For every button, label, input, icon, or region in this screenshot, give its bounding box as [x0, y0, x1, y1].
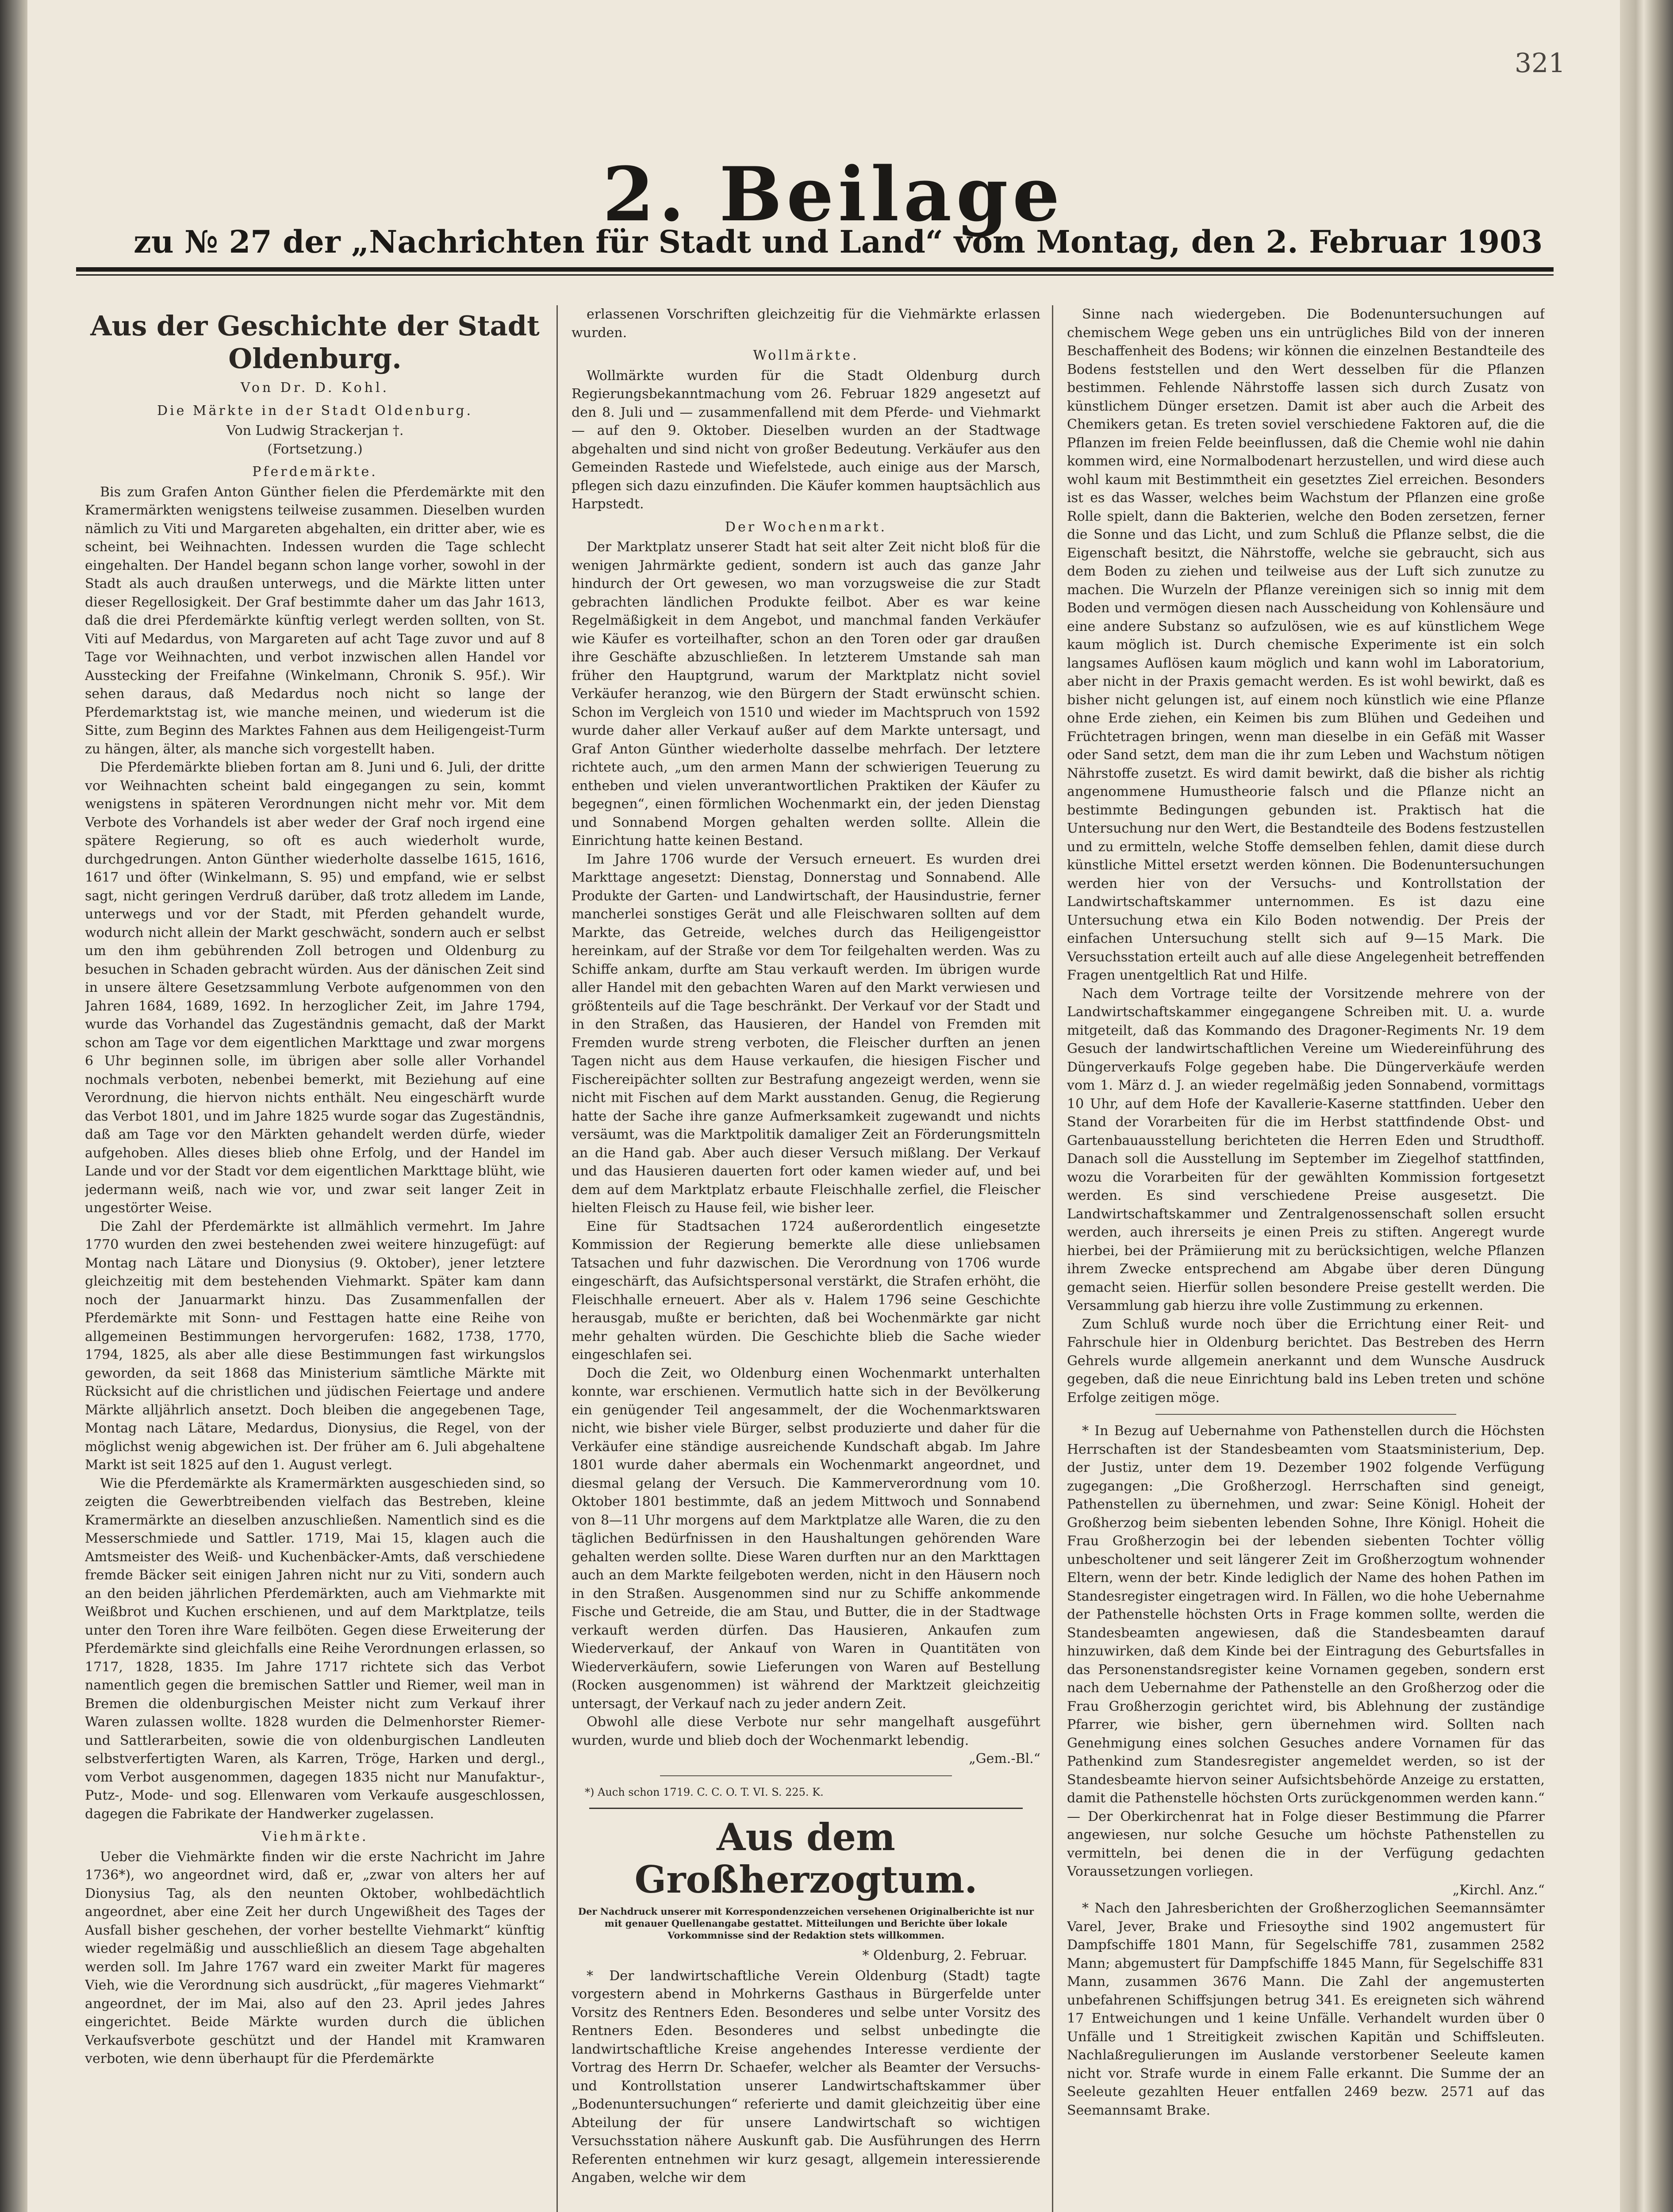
article-title: Aus der Geschichte der Stadt Oldenburg.	[90, 310, 540, 375]
divider	[660, 1775, 952, 1776]
reprint-notice: Der Nachdruck unserer mit Korrespondenzzeichen versehenen Originalberichte ist nur mit genauer Quellenangabe gestattet. Mitteilungen und Berichte über lokale Vorkommnisse sind der Redaktion stets willkommen.	[578, 1906, 1034, 1941]
paragraph: Zum Schluß wurde noch über die Errichtung einer Reit- und Fahrschule hier in Oldenburg berichtet. Das Bestreben des Herrn Gehrels wurde allgemein anerkannt und dem Wunsche Ausdruck gegeben, daß die neue Einrichtung bald ins Leben treten und schöne Erfolge zeitigen möge.	[1067, 1316, 1545, 1406]
paragraph: Doch die Zeit, wo Oldenburg einen Wochenmarkt unterhalten konnte, war erschienen. Vermutlich hatte sich in der Bevölkerung ein genügender Teil angesammelt, der die Wochenmarktswaren nicht, wie bisher viele Bürger, selbst produzierte und daher für die Verkäufer eine ständige ausreichende Kundschaft abgab. Im Jahre 1801 wurde daher abermals ein Wochenmarkt angeordnet, und diesmal gelang der Versuch. Die Kammerverordnung vom 10. Oktober 1801 bestimmte, daß an jedem Mittwoch und Sonnabend von 8—11 Uhr morgens auf dem Marktplatze alle Waren, die zu den täglichen Bedürfnissen in den Haushaltungen gehörenden Ware gehalten werden sollte. Diese Waren durften nur an den Markttagen auch an dem Markte feilgeboten werden, nicht in den Häusern noch in den Straßen. Ausgenommen sind nur zu Schiffe ankommende Fische und Getreide, die am Stau, und Butter, die in der Stadtwage verkauft werden dürfen. Das Hausieren, Ankaufen zum Wiederverkauf, der Ankauf von Waren in Quantitäten von Wiederverkäufern, sowie Lieferungen von Waren auf Bestellung (Rocken ausgenommen) ist während der Marktzeit gleichzeitig untersagt, der Verkauf nach zu jeder andern Zeit.	[572, 1365, 1040, 1712]
masthead-title: 2. Beilage	[602, 150, 1064, 238]
column-divider-2	[1052, 305, 1053, 2212]
signature: „Kirchl. Anz.“	[1452, 1882, 1545, 1898]
article-continued: (Fortsetzung.)	[267, 441, 363, 457]
subtitle-horse-markets: Pferdemärkte.	[252, 464, 378, 480]
column-2	[572, 305, 1040, 2212]
subtitle-wool-markets: Wollmärkte.	[753, 348, 859, 363]
article-byline: Von Dr. D. Kohl.	[240, 380, 390, 396]
paragraph: * Der landwirtschaftliche Verein Oldenburg (Stadt) tagte vorgestern abend in Mohrkerns Gasthaus in Bürgerfelde unter Vorsitz des Rentners Eden. Besonderes und selbe unter Vorsitz des Rentners Eden. Besonderes und selbst unbedingte die landwirtschaftliche Kreise angehendes Interesse verdiente der Vortrag des Herrn Dr. Schaefer, welcher als Beamter der Versuchs- und Kontrollstation unserer Landwirtschaftskammer über „Bodenuntersuchungen“ referierte und damit gleichzeitig über eine Abteilung der für unsere Landwirtschaft so wichtigen Versuchsstation nähere Auskunft gab. Die Ausführungen des Herrn Referenten entnehmen wir kurz gesagt, allgemein interessierende Angaben, welche wir dem	[572, 1968, 1040, 2185]
column-1	[85, 305, 545, 2212]
subtitle-cattle-markets: Viehmärkte.	[261, 1829, 368, 1844]
dateline: * Oldenburg, 2. Februar.	[862, 1948, 1027, 1963]
footnote: *) Auch schon 1719. C. C. O. T. VI. S. 225. K.	[585, 1786, 824, 1798]
paragraph: Obwohl alle diese Verbote nur sehr mangelhaft ausgeführt wurden, wurde und blieb doch der Wochenmarkt lebendig.	[572, 1714, 1040, 1748]
article-author: Von Ludwig Strackerjan †.	[226, 423, 404, 438]
masthead-subtitle: zu № 27 der „Nachrichten für Stadt und Land“ vom Montag, den 2. Februar 1903	[134, 223, 1543, 260]
divider	[1155, 1414, 1456, 1415]
left-page-edge	[0, 0, 27, 2212]
page-number: 321	[1515, 48, 1566, 79]
paragraph: Bis zum Grafen Anton Günther fielen die Pferdemärkte mit den Kramermärkten wenigstens teilweise zusammen. Dieselben wurden nämlich zu Viti und Margareten abgehalten, ein dritter aber, wie es scheint, bei Weihnachten. Indessen wurden die Tage schlecht eingehalten. Der Handel begann schon lange vorher, sowohl in der Stadt als auch draußen unterwegs, und die Märkte litten unter dieser Regellosigkeit. Der Graf bestimmte daher um das Jahr 1613, daß die drei Pferdemärkte künftig verlegt werden sollten, von St. Viti auf Medardus, von Margareten auf acht Tage zuvor und auf 8 Tage vor Weihnachten, und verbot inzwischen allen Handel vor Ausstecking der Freifahne (Winkelmann, Chronik S. 95f.). Wir sehen daraus, daß Medardus noch nicht so lange der Pferdemarktstag ist, wie manche meinen, und wiederum ist die Sitte, zum Beginn des Marktes Fahnen aus dem Heiligengeist-Turm zu hängen, älter, als manche sich vorgestellt haben.	[85, 484, 545, 757]
paragraph: Im Jahre 1706 wurde der Versuch erneuert. Es wurden drei Markttage angesetzt: Dienstag, Donnerstag und Sonnabend. Alle Produkte der Garten- und Landwirtschaft, der Hausindustrie, ferner mancherlei sonstiges Gerät und alle Fleischwaren sollten auf dem Markte, das Getreide, welches durch das Heiligengeisttor hereinkam, auf der Straße vor dem Tor feilgehalten werden. Was zu Schiffe ankam, durfte am Stau verkauft werden. Im übrigen wurde aller Handel mit den gebachten Waren auf den Markt verwiesen und größtenteils auf die Tage beschränkt. Der Verkauf vor der Stadt und in den Straßen, das Hausieren, der Handel von Fremden mit Fremden wurde streng verboten, die Fleischer durften an jenen Tagen nicht aus dem Hause verkaufen, die hiesigen Fischer und Fischereipächter sollten zur Bestrafung angezeigt werden, wenn sie nicht mit Fischen auf dem Markt ausstanden. Genug, die Regierung hatte der Sache ihre ganze Aufmerksamkeit zugewandt und nichts versäumt, was die Marktpolitik damaliger Zeit an Förderungsmitteln an die Hand gab. Aber auch dieser Versuch mißlang. Der Verkauf und das Hausieren dauerten fort oder kamen wieder auf, und bei dem auf dem Marktplatz erbaute Fleischhalle zerfiel, die Fleischer hielten Fleisch zu Hause feil, wie bisher leer.	[572, 851, 1040, 1216]
column-3	[1067, 305, 1545, 2212]
paragraph: Wollmärkte wurden für die Stadt Oldenburg durch Regierungsbekanntmachung vom 26. Februar 1829 angesetzt auf den 8. Juli und — zusammenfallend mit dem Pferde- und Viehmarkt — auf den 9. Oktober. Dieselben wurden an der Stadtwage abgehalten und sind nicht von großer Bedeutung. Verkäufer aus den Gemeinden Rastede und Wiefelstede, auch einige aus der Marsch, pflegen sich dazu einzufinden. Die Käufer kommen hauptsächlich aus Harpstedt.	[572, 368, 1040, 512]
paragraph: Eine für Stadtsachen 1724 außerordentlich eingesetzte Kommission der Regierung bemerkte alle diese unliebsamen Tatsachen und fuhr dazwischen. Die Verordnung von 1706 wurde eingeschärft, das Aufsichtspersonal verstärkt, die Strafen erhöht, die Fleischhalle erneuert. Aber als v. Halem 1796 seine Geschichte herausgab, mußte er berichten, daß bei Wochenmärkte gar nicht mehr gehalten würden. Die Geschichte blieb die Sache wieder eingeschlafen sei.	[572, 1218, 1040, 1363]
paragraph: * Nach den Jahresberichten der Großherzoglichen Seemannsämter Varel, Jever, Brake und Friesoythe sind 1902 angemustert für Dampfschiffe 1801 Mann, für Segelschiffe 781, zusammen 2582 Mann; abgemustert für Dampfschiffe 1845 Mann, für Segelschiffe 831 Mann, zusammen 3676 Mann. Die Zahl der angemusterten unbefahrenen Schiffsjungen betrug 341. Es ereigneten sich während 17 Entweichungen und 1 keine Unfälle. Verhandelt wurden über 0 Unfälle und 1 Streitigkeit zwischen Kapitän und Schiffsleuten. Nachlaßregulierungen im Auslande verstorbener Seeleute kamen nicht vor. Strafe wurde in einem Falle erkannt. Die Summe der an Seeleute gezahlten Heuer entfallen 2469 bezw. 2571 auf das Seemannsamt Brake.	[1067, 1901, 1545, 2118]
paragraph: Ueber die Viehmärkte finden wir die erste Nachricht im Jahre 1736*), wo angeordnet wird, daß er, „zwar von alters her auf Dionysius Tag, als den neunten Oktober, wohlbedächtlich angeordnet, aber eine Zeit her durch Ungewißheit des Tages der Ausfall bisher geschehen, der vorher bestellte Viehmarkt“ künftig wieder regelmäßig und ausschließlich an diesem Tage abgehalten werden soll. Im Jahre 1767 ward ein zweiter Markt für mageres Vieh, wie die Verordnung sich ausdrückt, „für mageres Viehmarkt“ angeordnet, der im Mai, also auf den 23. April jedes Jahres eingerichtet. Beide Märkte wurden durch die üblichen Verkaufsverbote geschützt und der Handel mit Kramwaren verboten, wie denn überhaupt für die Pferdemärkte	[85, 1849, 545, 2066]
paragraph: Nach dem Vortrage teilte der Vorsitzende mehrere von der Landwirtschaftskammer eingegangene Schreiben mit. U. a. wurde mitgeteilt, daß das Kommando des Dragoner-Regiments Nr. 19 dem Gesuch der landwirtschaftlichen Vereine um Wiedereinführung des Düngerverkaufs Folge gegeben habe. Die Düngerverkäufe werden vom 1. März d. J. an wieder regelmäßig jeden Sonnabend, vormittags 10 Uhr, auf dem Hofe der Kavallerie-Kaserne stattfinden. Ueber den Stand der Vorarbeiten für die im Herbst stattfindende Obst- und Gartenbauausstellung berichteten die Herren Eden und Strudthoff. Danach soll die Ausstellung im September im Ziegelhof stattfinden, wozu die Vorarbeiten für der gewählten Kommission fortgesetzt werden. Es sind verschiedene Preise ausgesetzt. Die Landwirtschaftskammer und Zentralgenossenschaft sollen ersucht werden, auch ihrerseits je einen Preis zu stiften. Angeregt wurde hierbei, bei der Prämiierung mit zu berücksichtigen, welche Pflanzen ihrem Zwecke entsprechend am Abgabe über deren Düngung gemacht seien. Hierfür sollen besondere Preise gestellt werden. Die Versammlung gab hierzu ihre volle Zustimmung zu erkennen.	[1067, 986, 1545, 1313]
paragraph: Sinne nach wiedergeben. Die Bodenuntersuchungen auf chemischem Wege geben uns ein untrügliches Bild von der inneren Beschaffenheit des Bodens; wir können die einzelnen Bestandteile des Bodens feststellen und den Wert desselben für die Pflanzen bestimmen. Fehlende Nährstoffe lassen sich durch Zusatz von künstlichem Dünger ersetzen. Damit ist aber auch die Arbeit des Chemikers getan. Es treten soviel verschiedene Faktoren auf, die die Pflanzen im freien Felde beeinflussen, daß die Chemie wohl nie dahin kommen wird, eine Normalbodenart herzustellen, und wird diese auch wohl kaum mit Bestimmtheit ein gesetztes Ziel erreichen. Besonders ist es das Wasser, welches beim Wachstum der Pflanzen eine große Rolle spielt, dann die Bakterien, welche den Boden zersetzen, ferner die Sonne und das Licht, und zum Schluß die Pflanze selbst, die die Eigenschaft besitzt, die Nährstoffe, welche sie gebraucht, sich aus dem Boden zu ziehen und teilweise aus der Luft sich zunutze zu machen. Die Wurzeln der Pflanze vereinigen sich so innig mit dem Boden und vermögen diesen nach Ausscheidung von Kohlensäure und eine andere Substanz so aufzulösen, wie es auf künstlichem Wege kaum möglich ist. Durch chemische Experimente ist ein solch langsames Auflösen kaum möglich und kann wohl im Laboratorium, aber nicht in der Praxis gemacht werden. Es ist wohl bewirkt, daß es bisher nicht gelungen ist, auf einem noch künstlich wie eine Pflanze ohne Erde ziehen, ein Keimen bis zum Blühen und Gedeihen und Früchtetragen bringen, wenn man dieselbe in ein Gefäß mit Wasser oder Sand setzt, dem man die ihr zum Leben und Wachstum nötigen Nährstoffe zusetzt. Es wird damit bewirkt, daß die bisher als richtig angenommene Humustheorie falsch und die Pflanze nicht an bestimmte Bedingungen gebunden ist. Praktisch hat die Untersuchung nur den Wert, die Bestandteile des Bodens festzustellen und zu ermitteln, welche Stoffe demselben fehlen, damit diese durch künstliche Mittel ersetzt werden können. Die Bodenuntersuchungen werden hier von der Versuchs- und Kontrollstation der Landwirtschaftskammer unternommen. Es ist dazu eine Untersuchung etwa ein Kilo Boden notwendig. Der Preis der einfachen Untersuchung stellt sich auf 9—15 Mark. Die Versuchsstation erteilt auch auf alle diese Angelegenheit betreffenden Fragen unentgeltlich Rat und Hilfe.	[1067, 307, 1545, 983]
section-title: Aus dem Großherzogtum.	[634, 1815, 978, 1901]
divider	[589, 1808, 1023, 1809]
paragraph: Der Marktplatz unserer Stadt hat seit alter Zeit nicht bloß für die wenigen Jahrmärkte gedient, sondern ist auch das ganze Jahr hindurch der Ort gewesen, wo man vorzugsweise die zur Stadt gebrachten ländlichen Produkte feilbot. Aber es war keine Regelmäßigkeit in dem Angebot, und manchmal fanden Verkäufer wie Käufer es vorteilhafter, schon an den Toren oder gar draußen ihre Geschäfte abzuschließen. In letzterem Umstande sah man früher den Hauptgrund, warum der Marktplatz nicht soviel Verkäufer heranzog, wie den Bürgern der Stadt erwünscht schien. Schon im Vergleich von 1510 und wieder im Machtspruch von 1592 wurde daher aller Verkauf außer auf dem Markte untersagt, und Graf Anton Günther wiederholte dasselbe mehrfach. Der letztere richtete auch, „um den armen Mann der schwierigen Teuerung zu entheben und vielen unverantwortlichen Praktiken der Käufer zu begegnen“, einen förmlichen Wochenmarkt ein, der jeden Dienstag und Sonnabend Morgen gehalten werden sollte. Allein die Einrichtung hatte keinen Bestand.	[572, 539, 1040, 849]
newspaper-page	[27, 0, 1620, 2212]
paragraph: erlassenen Vorschriften gleichzeitig für die Viehmärkte erlassen wurden.	[572, 307, 1040, 341]
article-section: Die Märkte in der Stadt Oldenburg.	[157, 403, 473, 419]
column-divider-1	[556, 305, 558, 2212]
signature: „Gem.-Bl.“	[969, 1751, 1040, 1767]
header-rule-thick	[76, 267, 1554, 272]
right-page-edge	[1620, 0, 1673, 2212]
subtitle-weekly-market: Der Wochenmarkt.	[725, 519, 887, 535]
paragraph: Die Zahl der Pferdemärkte ist allmählich vermehrt. Im Jahre 1770 wurden den zwei bestehenden zwei weitere hinzugefügt: auf Montag nach Lätare und Dionysius (9. Oktober), jener letztere gleichzeitig mit dem bestehenden Viehmarkt. Später kam dann noch der Januarmarkt hinzu. Das Zusammenfallen der Pferdemärkte mit Sonn- und Festtagen hatte eine Reihe von allgemeinen Bestimmungen hervorgerufen: 1682, 1738, 1770, 1794, 1825, als aber alle diese Bestimmungen fast wirkungslos geworden, da seit 1868 das Ministerium sämtliche Märkte mit Rücksicht auf die christlichen und jüdischen Feiertage und andere Märkte alljährlich ansetzt. Doch bleiben die angegebenen Tage, Montag nach Lätare, Medardus, Dionysius, die Regel, von der möglichst wenig abgewichen ist. Der früher am 6. Juli abgehaltene Markt ist seit 1825 auf den 1. August verlegt.	[85, 1218, 545, 1473]
paragraph: Wie die Pferdemärkte als Kramermärkten ausgeschieden sind, so zeigten die Gewerbtreibenden vielfach das Bestreben, kleine Kramermärkte an dieselben anzuschließen. Namentlich sind es die Messerschmiede und Sattler. 1719, Mai 15, klagen auch die Amtsmeister des Weiß- und Kuchenbäcker-Amts, daß verschiedene fremde Bäcker seit einigen Jahren nicht nur zu Viti, sondern auch an den beiden jährlichen Pferdemärkten, auch am Viehmarkte mit Weißbrot und Kuchen erschienen, und auf dem Marktplatze, teils unter den Toren ihre Ware feilböten. Gegen diese Erweiterung der Pferdemärkte sind gleichfalls eine Reihe Verordnungen erlassen, so 1717, 1828, 1835. Im Jahre 1717 richtete sich das Verbot namentlich gegen die bremischen Sattler und Riemer, weil man in Bremen die oldenburgischen Meister nicht zum Verkauf ihrer Waren zulassen wollte. 1828 wurden die Delmenhorster Riemer- und Sattlerarbeiten, sowie die von oldenburgischen Landleuten selbstverfertigten Waren, als Karren, Tröge, Harken und dergl., vom Verbot ausgenommen, dagegen 1835 nicht nur Manufaktur-, Putz-, Mode- und sog. Ellenwaren vom Verkaufe ausgeschlossen, dagegen die Fabrikate der Handwerker zugelassen.	[85, 1475, 545, 1822]
header-rule-thin	[76, 274, 1554, 276]
paragraph: * In Bezug auf Uebernahme von Pathenstellen durch die Höchsten Herrschaften ist der Standesbeamten vom Staatsministerium, Dep. der Justiz, unter dem 19. Dezember 1902 folgende Verfügung zugegangen: „Die Großherzogl. Herrschaften sind geneigt, Pathenstellen zu übernehmen, und zwar: Seine Königl. Hoheit der Großherzog beim siebenten lebenden Sohne, Ihre Königl. Hoheit die Frau Großherzogin bei der lebenden siebenten Tochter völlig unbescholtener und seit längerer Zeit im Großherzogtum wohnender Eltern, wenn der betr. Kinde lediglich der Name des hohen Pathen im Standesregister eingetragen wird. In Fällen, wo die hohe Uebernahme der Pathenstelle höchsten Orts in Frage kommen sollte, werden die Standesbeamten angewiesen, daß die Standesbeamten darauf hinzuwirken, daß dem Kinde bei der Eintragung des Geburtsfalles in das Personenstandsregister keine Vornamen gegeben, sondern erst nach dem Uebernahme der Pathenstelle an den Großherzog oder die Frau Großherzogin gerichtet wird, bis Ablehnung der zuständige Pfarrer, wie bisher, gern übernehmen wird. Sollten nach Genehmigung eines solchen Gesuches andere Vornamen für das Pathenkind zum Standesregister angemeldet werden, so ist der Standesbeamte hiervon seiner Aufsichtsbehörde Anzeige zu erstatten, damit die Pathenstelle höchsten Orts zurückgenommen werden kann.“ — Der Oberkirchenrat hat in Folge dieser Bestimmung die Pfarrer angewiesen, nur solche Gesuche um höchste Pathenstellen zu vermitteln, bei denen die in der Verfügung gedachten Voraussetzungen vorliegen.	[1067, 1423, 1545, 1879]
paragraph: Die Pferdemärkte blieben fortan am 8. Juni und 6. Juli, der dritte vor Weihnachten scheint bald eingegangen zu sein, kommt wenigstens in späteren Verordnungen nicht mehr vor. Mit dem Verbote des Vorhandels ist aber weder der Graf noch irgend eine spätere Regierung, so oft es auch wiederholt wurde, durchgedrungen. Anton Günther wiederholte dasselbe 1615, 1616, 1617 und öfter (Winkelmann, S. 95) und empfand, wie er selbst sagt, nicht geringen Verdruß darüber, daß trotz alledem im Lande, unterwegs und vor der Stadt, mit Pferden gehandelt wurde, wodurch nicht allein der Markt geschwächt, sondern auch er selbst um den ihm gebührenden Zoll betrogen und Oldenburg zu besuchen in Schaden gebracht würden. Aus der dänischen Zeit sind in unsere ältere Gesetzsammlung Verbote aufgenommen von den Jahren 1684, 1689, 1692. In herzoglicher Zeit, im Jahre 1794, wurde das Vorhandel das Zugeständnis gemacht, daß der Markt schon am Tage vor dem eigentlichen Markttage und zwar morgens 6 Uhr beginnen solle, im übrigen aber solle aller Vorhandel nochmals verboten, nebenbei bemerkt, mit Beziehung auf eine Verordnung, die hiervon nichts enthält. Neu eingeschärft wurde das Verbot 1801, und im Jahre 1825 wurde sogar das Zugeständnis, daß am Tage vor den Märkten gehandelt werden dürfe, wieder aufgehoben. Alles dieses blieb ohne Erfolg, und der Handel im Lande und vor der Stadt vor dem eigentlichen Markttage blüht, wie jedermann weiß, nach wie vor, und zwar seit langer Zeit in ungestörter Weise.	[85, 760, 545, 1216]
